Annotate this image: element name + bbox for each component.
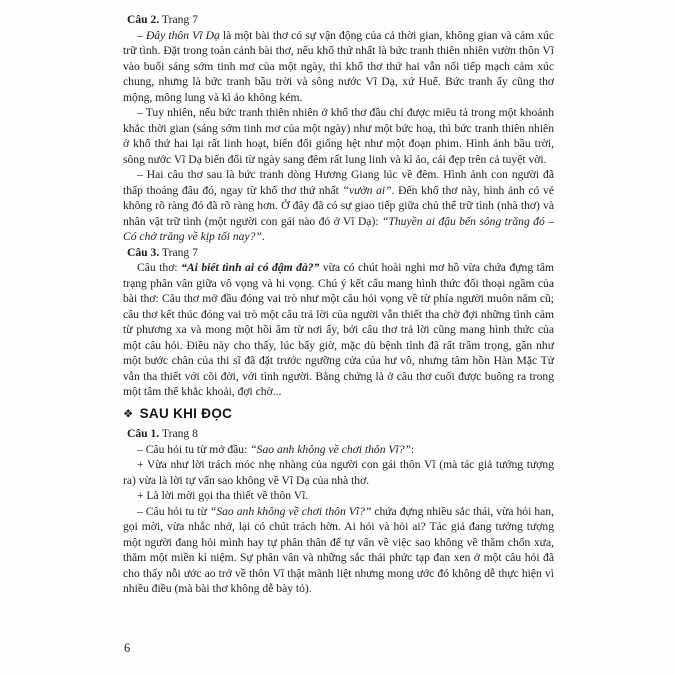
paragraph <box>123 167 554 245</box>
text-run: – <box>137 28 146 42</box>
text-run: Trang 8 <box>159 427 198 440</box>
text-run: vừa có chút hoài nghi mơ hồ vừa chứa đựng tâm trạng phân vân giữa vô vọng và hi vọng. Chú ý kết cấu mang hình thức đối thoại ngầm của bài thơ: Câu thơ mở đầu đóng vai trò như một câu hỏi vọng về từ phía người muôn năm cũ; câu thơ kết thúc đóng vai trò một câu trả lời của người vẫn thiết tha chờ đợi những tình cảm từ phương xa và mong một hồi âm từ nơi ấy, bởi câu thơ trả lời cũng mang hình thức của một câu hỏi. Điều này cho thấy, lúc bấy giờ, mặc dù bệnh tình đã rất trầm trọng, gần như một bước chân của thi sĩ đã đặt trước ngưỡng cửa của hư vô, nhưng tâm hồn Hàn Mặc Tử vẫn tha thiết với cõi đời, với tình người. Bằng chứng là ở câu thơ cuối được buông ra trong một tâm thế khắc khoải, đợi chờ... <box>123 261 555 398</box>
text-run: – Câu hỏi tu từ <box>137 504 210 518</box>
text-run: – Tuy nhiên, nếu bức tranh thiên nhiên ở khổ thơ đầu chỉ được miêu tả trong một khoảnh khắc thời gian (sáng sớm tinh mơ của một ngày) như một bức hoạ, thì bức tranh thiên nhiên ở khổ thứ hai lại rất linh hoạt, biến đổi giống hệt như một đoạn phim. Hình ảnh bầu trời, sông nước Vĩ Dạ biến đổi từ ngày sang đêm rất lung linh và kì ảo, cái đẹp trên cả tuyệt vời. <box>123 106 554 166</box>
paragraph <box>123 488 554 504</box>
text-run: Trang 7 <box>159 245 198 259</box>
paragraph <box>123 442 554 458</box>
question-heading <box>123 426 554 442</box>
page-number: 6 <box>124 641 131 655</box>
paragraph <box>123 28 554 106</box>
question-heading <box>123 12 554 28</box>
diamond-icon: ❖ <box>123 408 134 420</box>
text-run: “Sao anh không về chơi thôn Vĩ?” <box>209 504 372 518</box>
section-heading-label: SAU KHI ĐỌC <box>139 405 233 421</box>
text-run: – Câu hỏi tu từ mở đầu: <box>137 442 251 456</box>
text-run: : <box>410 442 415 456</box>
text-run: “Ai biết tình ai có đậm đà?” <box>181 261 320 274</box>
paragraph <box>123 105 554 167</box>
question-heading <box>123 245 554 261</box>
paragraph <box>123 260 554 400</box>
section-heading <box>123 406 554 424</box>
text-run: . Đến khổ thơ này, hình ảnh có vẻ không rõ ràng đó đã rõ ràng hơn. Ở đây đã có sự giao tiếp giữa chủ thể trữ tình (nhà thơ) và nhân vật trữ tình (một người con gái nào đó ở Vĩ Dạ): <box>123 183 554 228</box>
paragraph <box>123 457 554 488</box>
text-column <box>123 12 554 597</box>
text-run: + Là lời mời gọi tha thiết về thôn Vĩ. <box>137 489 309 502</box>
text-run: Câu thơ: <box>137 261 182 274</box>
text-run: Đây thôn Vĩ Dạ <box>145 28 220 42</box>
paragraph <box>123 504 554 597</box>
text-run: Câu 1. <box>127 427 160 440</box>
text-run: “Sao anh không về chơi thôn Vĩ?” <box>250 442 411 456</box>
text-run: . <box>261 230 265 243</box>
text-run: là một bài thơ có sự vận động của cả thời gian, không gian và cảm xúc trữ tình. Đặt trong toàn cảnh bài thơ, nếu khổ thứ nhất là bức tranh thiên nhiên vườn thôn Vĩ vào buổi sáng sớm tinh mơ của một ngày, thì khổ thơ thứ hai vẫn nối tiếp mạch cảm xúc chung, nhưng là bức tranh bầu trời và sông nước Vĩ Dạ, xứ Huế. Bức tranh ấy cũng thơ mộng, mông lung và kì ảo không kém. <box>123 28 554 104</box>
text-run: Câu 3. <box>127 245 160 259</box>
text-run: Câu 2. <box>127 13 160 26</box>
text-run: “Thuyền ai đậu bến sông trăng đó – Có chở trăng về kịp tối nay?” <box>123 214 554 243</box>
text-run: – Hai câu thơ sau là bức tranh dòng Hương Giang lúc về đêm. Hình ảnh con người đã thấp thoáng đâu đó, ngay từ khổ thơ thứ nhất <box>123 168 554 197</box>
text-run: Trang 7 <box>159 13 198 26</box>
text-run: “vườn ai” <box>342 183 392 197</box>
text-run: + Vừa như lời trách móc nhẹ nhàng của người con gái thôn Vĩ (mà tác giả tưởng tượng ra) vừa là lời tự vấn sao không về Vĩ Dạ của nhà thơ. <box>123 458 554 487</box>
text-run: chứa đựng nhiều sắc thái, vừa hỏi han, gọi mời, vừa nhắc nhở, lại có chút trách hờn. Ai hỏi và hỏi ai? Tác giả đang tưởng tượng một người đang hỏi mình hay tự phân thân để tự vấn về việc sao không về thăm chốn xưa, thăm một miền kỉ niệm. Sự phân vân và những sắc thái phức tạp đan xen ở một câu hỏi đã cho thấy nỗi ước ao trở về thôn Vĩ thật mãnh liệt nhưng mong ước đó không dễ thực hiện vì nhiều điều (mà bài thơ không dễ bày tỏ). <box>123 504 554 595</box>
